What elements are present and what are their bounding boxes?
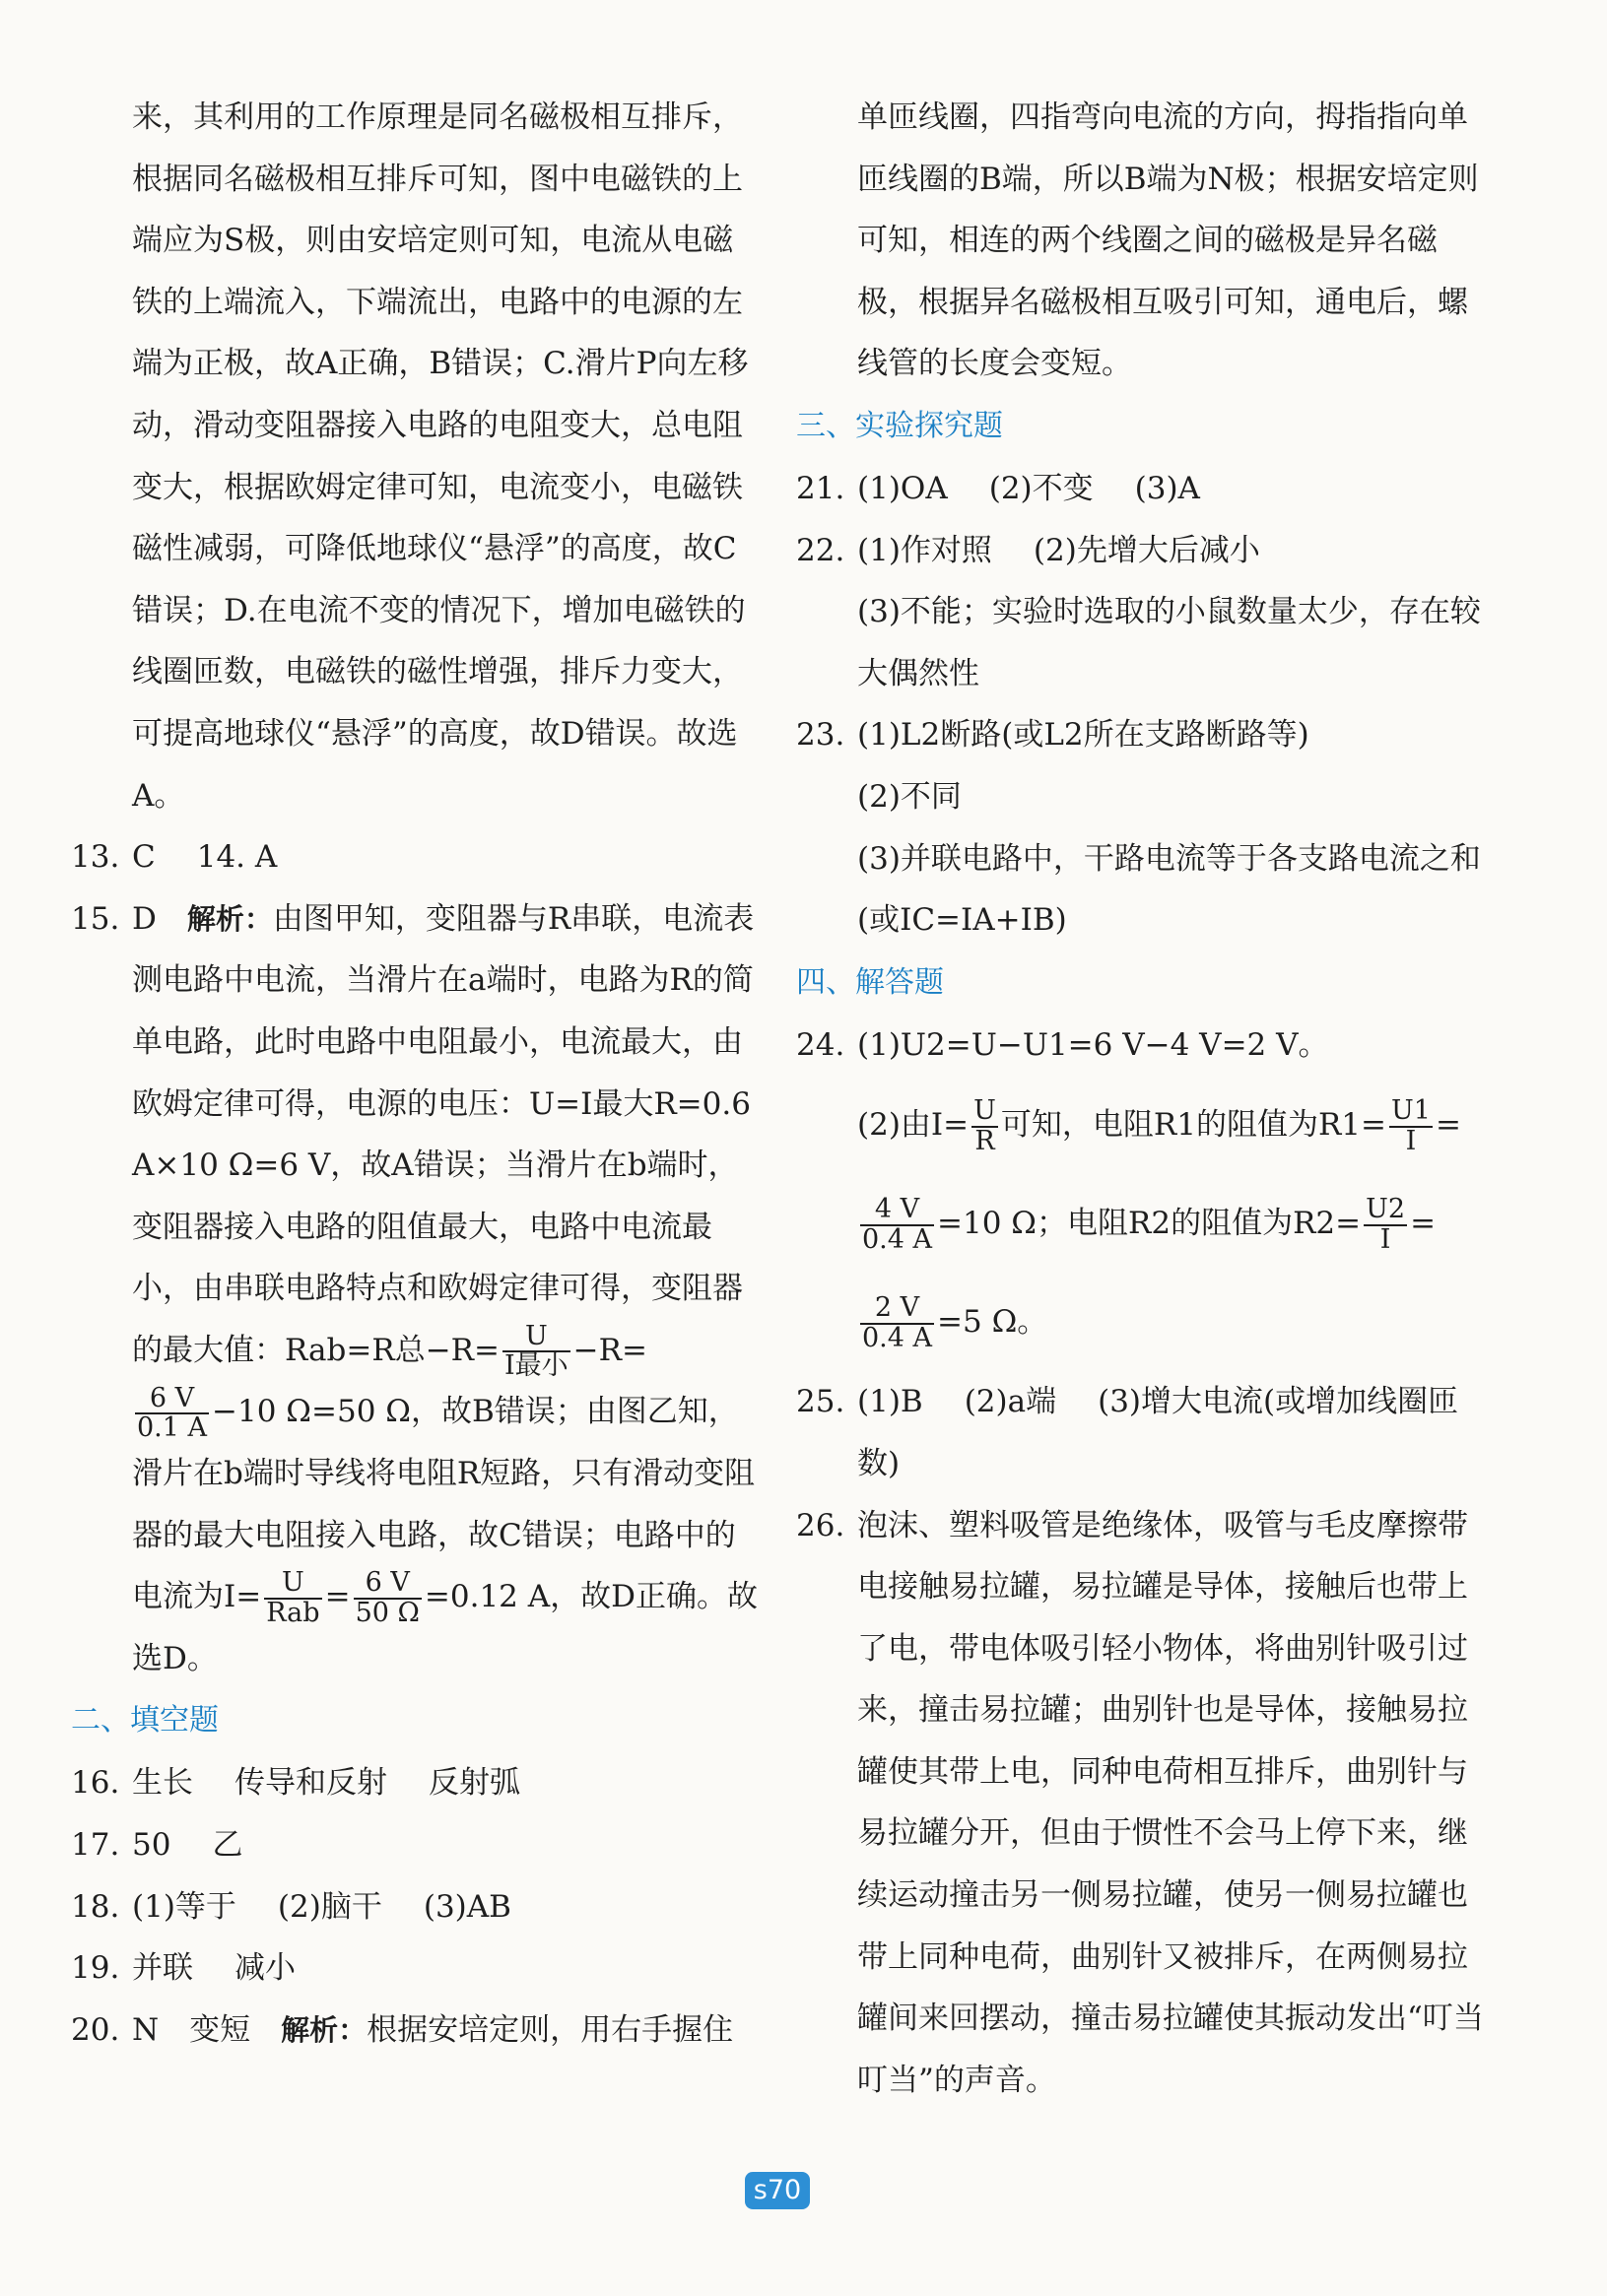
- fraction: $\frac{U2}{I}$: [1366, 1194, 1406, 1255]
- q24-answer: 24. (1)U2=U−U1=6 V−4 V=2 V。: [796, 1026, 1329, 1063]
- fraction: $\frac{U}{\text{I最小}}$: [503, 1321, 569, 1382]
- fraction: $\frac{2 V}{0.4 A}$: [862, 1292, 933, 1353]
- fraction: $\frac{U1}{I}$: [1391, 1095, 1431, 1156]
- q26-answer: 26. 泡沫、塑料吸管是绝缘体，吸管与毛皮摩擦带电接触易拉罐，易拉罐是导体，接触后也带上了电，带电体吸引轻小物体，将曲别针吸引过来，撞击易拉罐；曲别针也是导体，接触易拉罐使其带上电，同种电荷相互排斥，曲别针与易拉罐分开，但由于惯性不会马上停下来，继续运动撞击另一侧易拉罐，使另一侧易拉罐也带上同种电荷，曲别针又被排斥，在两侧易拉罐间来回摆动，撞击易拉罐使其振动发出“叮当叮当”的声音。: [796, 1507, 1484, 2098]
- section-heading-experiment: 三、实验探究题: [796, 408, 1003, 443]
- q20-analysis-continued: 单匝线圈，四指弯向电流的方向，拇指指向单匝线圈的B端，所以B端为N极；根据安培定则可知，相连的两个线圈之间的磁极是异名磁极，根据异名磁极相互吸引可知，通电后，螺线管的长度会变短。: [857, 99, 1479, 382]
- fraction: $\frac{4 V}{0.4 A}$: [862, 1194, 933, 1255]
- q15-answer: 15. D 解析：由图甲知，变阻器与R串联，电流表测电路中电流，当滑片在a端时，电路为R的简单电路，此时电路中电阻最小，电流最大，由欧姆定律可得，电源的电压：U=I最大R=0.6 A×10 Ω=6 V，故A错误；当滑片在b端时，变阻器接入电路的阻值最大，电路中电流最小，由串联电路特点和欧姆定律可得，变阻器的最大值：Rab=R总−R= $\frac{U}{\text{I最小}}$ −R= $\frac{6 V}{0.1 A}$ −10 Ω=50 Ω，故B错误；由图乙知，滑片在b端时导线将电阻R短路，只有滑动变阻器的最大电阻接入电路，故C错误；电路中的电流为I= $\frac{U}{\text{Rab}}$ = $\frac{6 V}{50 \Omega}$ =0.12 A，故D正确。故选D。: [71, 900, 758, 1676]
- q23-part2: (2)不同: [857, 778, 962, 815]
- q25-answer: 25. (1)B (2)a端 (3)增大电流(或增加线圈匝数): [796, 1384, 1459, 1481]
- left-column: [71, 87, 761, 2061]
- q17-answer: 17. 50 乙: [71, 1827, 243, 1864]
- fraction: $\frac{U}{\text{Rab}}$: [266, 1567, 320, 1628]
- q12-analysis-continued: 来，其利用的工作原理是同名磁极相互排斥，根据同名磁极相互排斥可知，图中电磁铁的上端应为S极，则由安培定则可知，电流从电磁铁的上端流入，下端流出，电路中的电源的左端为正极，故A正确，B错误；C.滑片P向左移动，滑动变阻器接入电路的电阻变大，总电阻变大，根据欧姆定律可知，电流变小，电磁铁磁性减弱，可降低地球仪“悬浮”的高度，故C错误；D.在电流不变的情况下，增加电磁铁的线圈匝数，电磁铁的磁性增强，排斥力变大，可提高地球仪“悬浮”的高度，故D错误。故选A。: [132, 99, 749, 814]
- q22-answer: 22. (1)作对照 (2)先增大后减小: [796, 532, 1260, 568]
- fraction: $\frac{U}{R}$: [973, 1095, 996, 1156]
- q18-answer: 18. (1)等于 (2)脑干 (3)AB: [71, 1888, 511, 1925]
- page-number-badge: s70: [745, 2172, 810, 2209]
- q13-q14-answers: 13. C 14. A: [71, 839, 278, 876]
- fraction: $\frac{6 V}{0.1 A}$: [137, 1382, 208, 1443]
- q19-answer: 19. 并联 减小: [71, 1950, 296, 1987]
- right-column: [796, 87, 1486, 2111]
- section-heading-fill-in: 二、填空题: [71, 1703, 219, 1738]
- analysis-tag: 解析：: [281, 2012, 368, 2047]
- q16-answer: 16. 生长 传导和反射 反射弧: [71, 1765, 520, 1802]
- fraction: $\frac{6 V}{50 \Omega}$: [355, 1567, 420, 1628]
- analysis-tag: 解析：: [186, 901, 273, 936]
- section-heading-answers: 四、解答题: [796, 964, 944, 1000]
- q24-part2: (2)由I= $\frac{U}{R}$ 可知，电阻R1的阻值为R1= $\frac{U1}{I}$ = $\frac{4 V}{0.4 A}$ =10 Ω；电阻R2的阻值为R2= $\frac{U2}{I}$ = $\frac{2 V}{0.4 A}$ =5 Ω。: [857, 1095, 1461, 1353]
- q21-answer: 21. (1)OA (2)不变 (3)A: [796, 470, 1200, 506]
- q23-answer: 23. (1)L2断路(或L2所在支路断路等): [796, 717, 1309, 754]
- q22-part3: (3)不能；实验时选取的小鼠数量太少，存在较大偶然性: [857, 594, 1481, 691]
- q20-answer: 20. N 变短 解析：根据安培定则，用右手握住: [71, 2011, 734, 2048]
- q23-part3: (3)并联电路中，干路电流等于各支路电流之和(或IC=IA+IB): [857, 840, 1481, 939]
